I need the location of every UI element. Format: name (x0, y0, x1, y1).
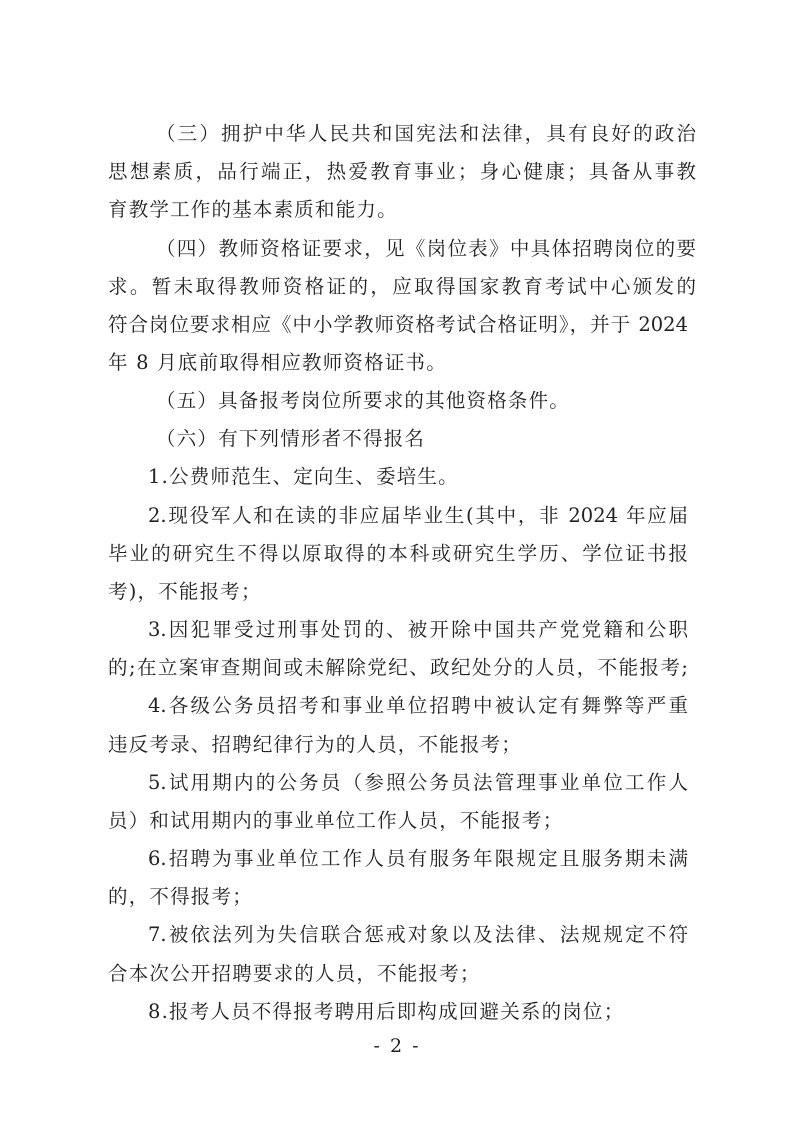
paragraph-line: 思想素质，品行端正，热爱教育事业；身心健康；具备从事教 (108, 160, 696, 183)
paragraph-line: 求。暂未取得教师资格证的，应取得国家教育考试中心颁发的 (108, 275, 696, 298)
paragraph-line: 育教学工作的基本素质和能力。 (108, 198, 398, 221)
paragraph-line: 3.因犯罪受过刑事处罚的、被开除中国共产党党籍和公职 (148, 618, 688, 641)
paragraph-line: 2.现役军人和在读的非应届毕业生(其中，非 2024 年应届 (148, 504, 688, 527)
paragraph-line: （五）具备报考岗位所要求的其他资格条件。 (156, 389, 571, 412)
paragraph-line: （三）拥护中华人民共和国宪法和法律，具有良好的政治 (156, 122, 696, 145)
paragraph-line: （六）有下列情形者不得报名 (156, 427, 426, 450)
paragraph-line: 7.被依法列为失信联合惩戒对象以及法律、法规规定不符 (148, 923, 688, 946)
paragraph-line: 合本次公开招聘要求的人员，不能报考； (108, 962, 481, 985)
paragraph-line: 符合岗位要求相应《中小学教师资格考试合格证明》，并于 2024 (108, 313, 688, 336)
page-number: - 2 - (373, 1035, 421, 1057)
paragraph-line: 8.报考人员不得报考聘用后即构成回避关系的岗位； (148, 1000, 625, 1023)
paragraph-line: 违反考录、招聘纪律行为的人员，不能报考； (108, 733, 523, 756)
paragraph-line: 1.公费师范生、定向生、委培生。 (148, 465, 459, 488)
paragraph-line: 4.各级公务员招考和事业单位招聘中被认定有舞弊等严重 (148, 694, 688, 717)
paragraph-line: 年 8 月底前取得相应教师资格证书。 (108, 351, 447, 374)
paragraph-line: 毕业的研究生不得以原取得的本科或研究生学历、学位证书报 (108, 542, 688, 565)
paragraph-line: 6.招聘为事业单位工作人员有服务年限规定且服务期未满 (148, 847, 688, 870)
paragraph-line: 5.试用期内的公务员（参照公务员法管理事业单位工作人 (148, 771, 688, 794)
paragraph-line: （四）教师资格证要求，见《岗位表》中具体招聘岗位的要 (156, 237, 696, 260)
paragraph-line: 员）和试用期内的事业单位工作人员，不能报考； (108, 809, 564, 832)
paragraph-line: 的;在立案审查期间或未解除党纪、政纪处分的人员，不能报考; (108, 656, 688, 679)
paragraph-line: 的，不得报考； (108, 885, 253, 908)
paragraph-line: 考)，不能报考； (108, 580, 262, 603)
